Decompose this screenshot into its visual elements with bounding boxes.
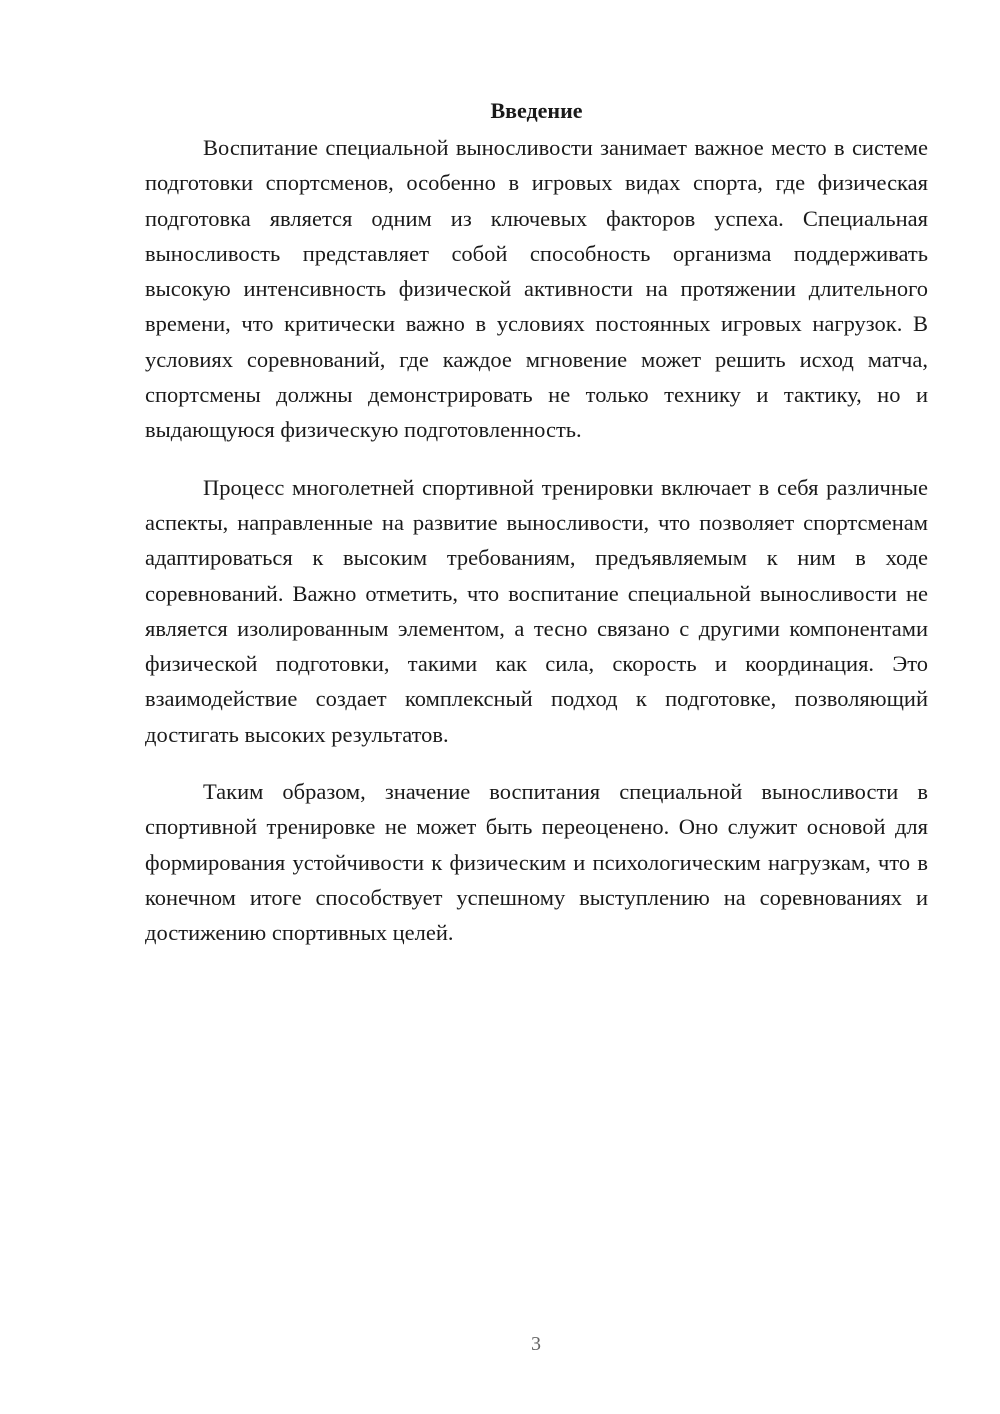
document-page bbox=[145, 96, 928, 973]
paragraph-1: Воспитание специальной выносливости занимает важное место в системе подготовки спортсменов, особенно в игровых видах спорта, где физическая подготовка является одним из ключевых факторов успеха. Специальная выносливость представляет собой способность организма поддерживать высокую интенсивность физической активности на протяжении длительного времени, что критически важно в условиях постоянных игровых нагрузок. В условиях соревнований, где каждое мгновение может решить исход матча, спортсмены должны демонстрировать не только технику и тактику, но и выдающуюся физическую подготовленность. bbox=[145, 135, 928, 443]
section-title: Введение bbox=[490, 98, 583, 123]
paragraph-2: Процесс многолетней спортивной тренировки включает в себя различные аспекты, направленные на развитие выносливости, что позволяет спортсменам адаптироваться к высоким требованиям, предъявляемым к ним в ходе соревнований. Важно отметить, что воспитание специальной выносливости не является изолированным элементом, а тесно связано с другими компонентами физической подготовки, такими как сила, скорость и координация. Это взаимодействие создает комплексный подход к подготовке, позволяющий достигать высоких результатов. bbox=[145, 474, 928, 747]
paragraph-3: Таким образом, значение воспитания специальной выносливости в спортивной тренировке не может быть переоценено. Оно служит основой для формирования устойчивости к физическим и психологическим нагрузкам, что в конечном итоге способствует успешному выступлению на соревнованиях и достижению спортивных целей. bbox=[145, 779, 928, 946]
page-number: 3 bbox=[531, 1333, 541, 1355]
